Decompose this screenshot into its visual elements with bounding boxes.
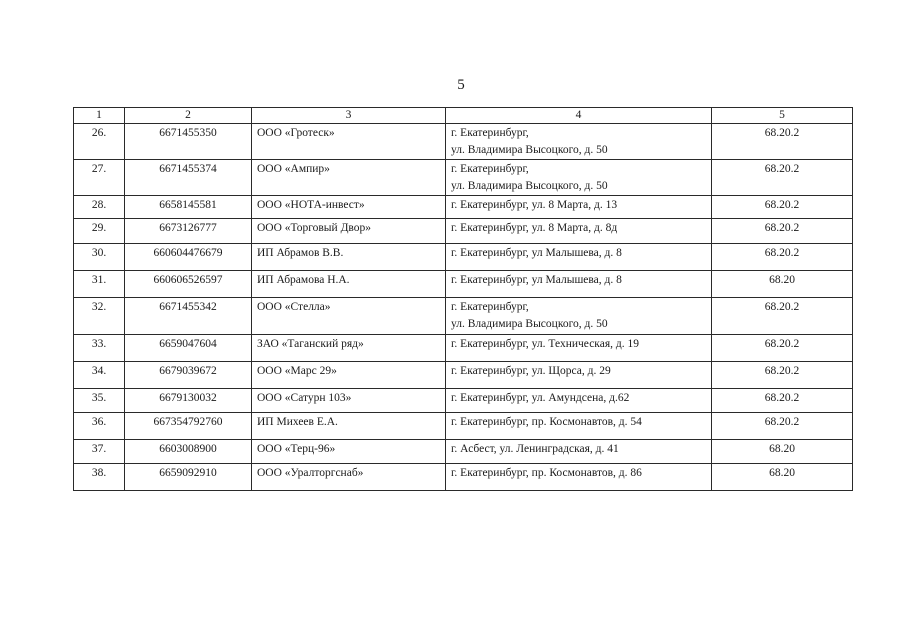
table-row <box>74 362 853 389</box>
table-row <box>74 335 853 362</box>
address-line: г. Асбест, ул. Ленинградская, д. 41 <box>451 443 619 455</box>
table-row <box>74 244 853 271</box>
address-line: г. Екатеринбург, ул. 8 Марта, д. 8д <box>451 222 618 234</box>
table-row <box>74 413 853 440</box>
row-number: 27. <box>74 160 125 196</box>
address-line: г. Екатеринбург, ул. Амундсена, д.62 <box>451 392 630 404</box>
row-inn: 6603008900 <box>125 440 252 464</box>
row-activity-code: 68.20.2 <box>712 413 853 440</box>
row-address <box>446 196 712 219</box>
row-activity-code: 68.20 <box>712 440 853 464</box>
row-organization-name: ИП Михеев Е.А. <box>252 413 446 440</box>
row-number: 28. <box>74 196 125 219</box>
row-address <box>446 362 712 389</box>
row-number: 35. <box>74 389 125 413</box>
row-inn: 6671455342 <box>125 298 252 335</box>
address-line: г. Екатеринбург, ул Малышева, д. 8 <box>451 274 622 286</box>
header-col-address: 4 <box>446 108 712 124</box>
row-activity-code: 68.20.2 <box>712 244 853 271</box>
row-number: 31. <box>74 271 125 298</box>
row-number: 33. <box>74 335 125 362</box>
table-row <box>74 440 853 464</box>
row-organization-name: ООО «НОТА-инвест» <box>252 196 446 219</box>
row-inn: 6659092910 <box>125 464 252 491</box>
row-inn: 6671455350 <box>125 124 252 160</box>
row-number: 26. <box>74 124 125 160</box>
address-line: ул. Владимира Высоцкого, д. 50 <box>451 318 608 330</box>
row-organization-name: ЗАО «Таганский ряд» <box>252 335 446 362</box>
row-activity-code: 68.20 <box>712 271 853 298</box>
row-inn: 660606526597 <box>125 271 252 298</box>
row-address <box>446 440 712 464</box>
row-inn: 6679039672 <box>125 362 252 389</box>
address-line: г. Екатеринбург, пр. Космонавтов, д. 54 <box>451 416 642 428</box>
row-inn: 6679130032 <box>125 389 252 413</box>
row-address <box>446 389 712 413</box>
table-row <box>74 124 853 160</box>
row-activity-code: 68.20.2 <box>712 219 853 244</box>
row-address <box>446 298 712 335</box>
row-organization-name: ООО «Торговый Двор» <box>252 219 446 244</box>
row-organization-name: ООО «Ампир» <box>252 160 446 196</box>
row-organization-name: ООО «Терц-96» <box>252 440 446 464</box>
row-organization-name: ИП Абрамова Н.А. <box>252 271 446 298</box>
table-row <box>74 219 853 244</box>
row-inn: 6659047604 <box>125 335 252 362</box>
row-organization-name: ООО «Гротеск» <box>252 124 446 160</box>
header-col-code: 5 <box>712 108 853 124</box>
row-number: 34. <box>74 362 125 389</box>
row-inn: 6658145581 <box>125 196 252 219</box>
row-activity-code: 68.20.2 <box>712 124 853 160</box>
address-line: ул. Владимира Высоцкого, д. 50 <box>451 180 608 192</box>
registry-table <box>73 107 853 491</box>
row-activity-code: 68.20 <box>712 464 853 491</box>
address-line: ул. Владимира Высоцкого, д. 50 <box>451 144 608 156</box>
row-address <box>446 335 712 362</box>
row-inn: 660604476679 <box>125 244 252 271</box>
address-line: г. Екатеринбург, ул Малышева, д. 8 <box>451 247 622 259</box>
address-line: г. Екатеринбург, ул. Щорса, д. 29 <box>451 365 611 377</box>
row-address <box>446 271 712 298</box>
row-address <box>446 160 712 196</box>
row-number: 30. <box>74 244 125 271</box>
row-activity-code: 68.20.2 <box>712 362 853 389</box>
row-address <box>446 219 712 244</box>
table-row <box>74 464 853 491</box>
row-address <box>446 413 712 440</box>
table-header-row <box>74 108 853 124</box>
row-inn: 6671455374 <box>125 160 252 196</box>
row-number: 36. <box>74 413 125 440</box>
address-line: г. Екатеринбург, ул. 8 Марта, д. 13 <box>451 199 618 211</box>
address-line: г. Екатеринбург, <box>451 301 529 313</box>
address-line: г. Екатеринбург, пр. Космонавтов, д. 86 <box>451 467 642 479</box>
table-row <box>74 389 853 413</box>
row-activity-code: 68.20.2 <box>712 196 853 219</box>
table-row <box>74 298 853 335</box>
row-address <box>446 124 712 160</box>
row-inn: 6673126777 <box>125 219 252 244</box>
row-organization-name: ООО «Уралторгснаб» <box>252 464 446 491</box>
header-col-name: 3 <box>252 108 446 124</box>
header-col-number: 1 <box>74 108 125 124</box>
row-number: 38. <box>74 464 125 491</box>
row-activity-code: 68.20.2 <box>712 389 853 413</box>
row-activity-code: 68.20.2 <box>712 160 853 196</box>
row-address <box>446 464 712 491</box>
row-address <box>446 244 712 271</box>
row-number: 29. <box>74 219 125 244</box>
table-row <box>74 160 853 196</box>
row-organization-name: ООО «Стелла» <box>252 298 446 335</box>
address-line: г. Екатеринбург, <box>451 163 529 175</box>
header-col-inn: 2 <box>125 108 252 124</box>
row-organization-name: ИП Абрамов В.В. <box>252 244 446 271</box>
row-activity-code: 68.20.2 <box>712 335 853 362</box>
row-organization-name: ООО «Марс 29» <box>252 362 446 389</box>
row-number: 37. <box>74 440 125 464</box>
table-row <box>74 196 853 219</box>
row-number: 32. <box>74 298 125 335</box>
row-activity-code: 68.20.2 <box>712 298 853 335</box>
page-number: 5 <box>457 77 465 93</box>
address-line: г. Екатеринбург, <box>451 127 529 139</box>
address-line: г. Екатеринбург, ул. Техническая, д. 19 <box>451 338 639 350</box>
row-organization-name: ООО «Сатурн 103» <box>252 389 446 413</box>
table-row <box>74 271 853 298</box>
row-inn: 667354792760 <box>125 413 252 440</box>
